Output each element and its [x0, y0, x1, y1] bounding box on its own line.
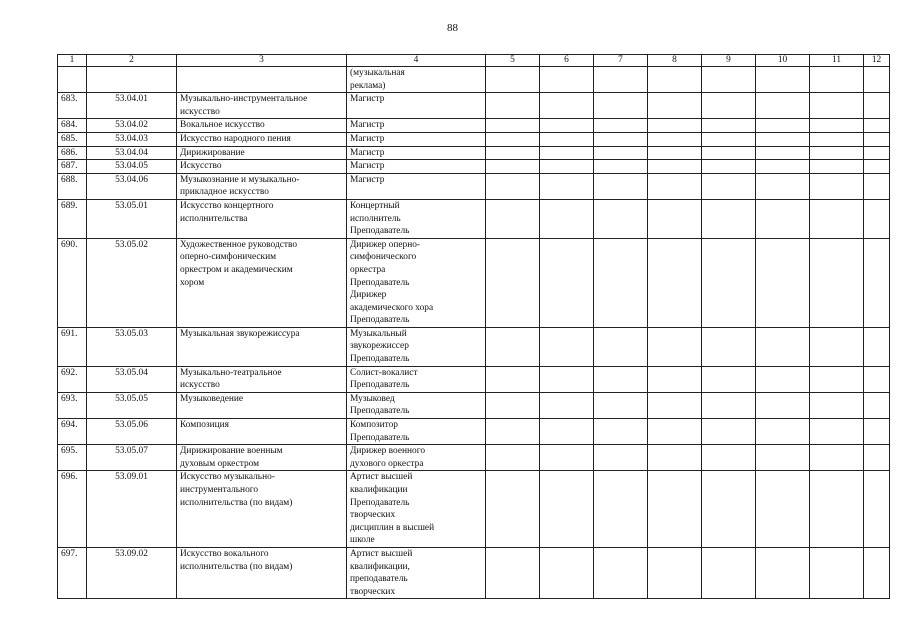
empty-cell — [810, 93, 864, 119]
empty-cell — [756, 67, 810, 93]
empty-cell — [810, 445, 864, 471]
empty-cell — [540, 132, 594, 146]
table-row — [58, 471, 890, 548]
specialty-name: Музыкально-театральное искусство — [177, 366, 347, 392]
empty-cell — [810, 199, 864, 238]
empty-cell — [540, 199, 594, 238]
empty-cell — [702, 146, 756, 160]
empty-cell — [864, 419, 890, 445]
table-body — [58, 67, 890, 599]
empty-cell — [864, 132, 890, 146]
empty-cell — [594, 199, 648, 238]
empty-cell — [810, 173, 864, 199]
empty-cell — [648, 238, 702, 327]
specialty-code: 53.04.02 — [87, 119, 177, 133]
empty-cell — [756, 366, 810, 392]
table-row — [58, 67, 890, 93]
empty-cell — [864, 327, 890, 366]
empty-cell — [540, 419, 594, 445]
empty-cell — [594, 146, 648, 160]
empty-cell — [648, 392, 702, 418]
table-row — [58, 173, 890, 199]
empty-cell — [486, 199, 540, 238]
empty-cell — [756, 327, 810, 366]
specialty-name: Вокальное искусство — [177, 119, 347, 133]
empty-cell — [486, 445, 540, 471]
qualification: Артист высшей квалификации, преподаватель творческих — [347, 547, 486, 598]
empty-cell — [756, 471, 810, 548]
specialty-code: 53.09.01 — [87, 471, 177, 548]
empty-cell — [702, 327, 756, 366]
empty-cell — [810, 471, 864, 548]
qualification: Магистр — [347, 132, 486, 146]
empty-cell — [540, 238, 594, 327]
qualification: Концертный исполнитель Преподаватель — [347, 199, 486, 238]
empty-cell — [594, 445, 648, 471]
empty-cell — [864, 146, 890, 160]
specialty-name: Искусство концертного исполнительства — [177, 199, 347, 238]
empty-cell — [540, 366, 594, 392]
empty-cell — [486, 547, 540, 598]
empty-cell — [648, 173, 702, 199]
empty-cell — [810, 160, 864, 174]
empty-cell — [702, 392, 756, 418]
empty-cell — [702, 366, 756, 392]
empty-cell — [594, 419, 648, 445]
empty-cell — [756, 199, 810, 238]
empty-cell — [486, 132, 540, 146]
empty-cell — [540, 445, 594, 471]
empty-cell — [702, 160, 756, 174]
empty-cell — [756, 445, 810, 471]
row-number: 688. — [58, 173, 87, 199]
empty-cell — [486, 471, 540, 548]
empty-cell — [648, 419, 702, 445]
column-header: 9 — [702, 55, 756, 67]
empty-cell — [864, 119, 890, 133]
row-number: 684. — [58, 119, 87, 133]
empty-cell — [702, 93, 756, 119]
column-header: 2 — [87, 55, 177, 67]
specialty-name: Музыковедение — [177, 392, 347, 418]
empty-cell — [810, 547, 864, 598]
empty-cell — [702, 445, 756, 471]
empty-cell — [594, 238, 648, 327]
column-header: 12 — [864, 55, 890, 67]
header-row — [58, 55, 890, 67]
table-row — [58, 160, 890, 174]
empty-cell — [864, 67, 890, 93]
specialty-code: 53.05.02 — [87, 238, 177, 327]
table-row — [58, 366, 890, 392]
empty-cell — [810, 146, 864, 160]
empty-cell — [702, 419, 756, 445]
empty-cell — [864, 366, 890, 392]
empty-cell — [648, 199, 702, 238]
empty-cell — [540, 160, 594, 174]
specialty-code: 53.04.05 — [87, 160, 177, 174]
empty-cell — [486, 419, 540, 445]
specialty-code: 53.05.07 — [87, 445, 177, 471]
qualification: Магистр — [347, 146, 486, 160]
specialty-name: Музыкальная звукорежиссура — [177, 327, 347, 366]
table-row — [58, 392, 890, 418]
empty-cell — [702, 132, 756, 146]
empty-cell — [810, 119, 864, 133]
empty-cell — [756, 119, 810, 133]
specialty-name: Дирижирование — [177, 146, 347, 160]
qualification: Солист-вокалист Преподаватель — [347, 366, 486, 392]
empty-cell — [756, 132, 810, 146]
empty-cell — [702, 67, 756, 93]
table-row — [58, 199, 890, 238]
empty-cell — [756, 238, 810, 327]
qualification: Музыкальный звукорежиссер Преподаватель — [347, 327, 486, 366]
empty-cell — [810, 366, 864, 392]
row-number: 693. — [58, 392, 87, 418]
qualification: (музыкальная реклама) — [347, 67, 486, 93]
empty-cell — [648, 445, 702, 471]
empty-cell — [540, 67, 594, 93]
specialty-name: Художественное руководство оперно-симфоническим оркестром и академическим хором — [177, 238, 347, 327]
empty-cell — [540, 392, 594, 418]
row-number: 696. — [58, 471, 87, 548]
empty-cell — [864, 238, 890, 327]
specialty-code: 53.05.01 — [87, 199, 177, 238]
empty-cell — [702, 471, 756, 548]
specialty-code — [87, 67, 177, 93]
empty-cell — [594, 392, 648, 418]
page-number: 88 — [447, 22, 458, 34]
empty-cell — [648, 366, 702, 392]
specialty-code: 53.04.04 — [87, 146, 177, 160]
row-number: 691. — [58, 327, 87, 366]
empty-cell — [486, 327, 540, 366]
specialty-name: Дирижирование военным духовым оркестром — [177, 445, 347, 471]
empty-cell — [756, 146, 810, 160]
row-number: 689. — [58, 199, 87, 238]
empty-cell — [486, 160, 540, 174]
specialty-name — [177, 67, 347, 93]
table-row — [58, 146, 890, 160]
specialty-name: Искусство вокального исполнительства (по видам) — [177, 547, 347, 598]
column-header: 4 — [347, 55, 486, 67]
empty-cell — [540, 119, 594, 133]
empty-cell — [486, 67, 540, 93]
specialty-code: 53.05.04 — [87, 366, 177, 392]
empty-cell — [702, 547, 756, 598]
empty-cell — [486, 392, 540, 418]
empty-cell — [486, 366, 540, 392]
empty-cell — [648, 93, 702, 119]
column-header: 6 — [540, 55, 594, 67]
table-row — [58, 132, 890, 146]
specialty-code: 53.04.06 — [87, 173, 177, 199]
empty-cell — [594, 132, 648, 146]
empty-cell — [648, 160, 702, 174]
specialty-code: 53.04.01 — [87, 93, 177, 119]
row-number: 686. — [58, 146, 87, 160]
specialties-table — [57, 54, 890, 599]
empty-cell — [594, 471, 648, 548]
empty-cell — [648, 471, 702, 548]
table-row — [58, 327, 890, 366]
qualification: Дирижер оперно- симфонического оркестра Преподаватель Дирижер академического хора Преподаватель — [347, 238, 486, 327]
qualification: Композитор Преподаватель — [347, 419, 486, 445]
empty-cell — [540, 547, 594, 598]
empty-cell — [540, 173, 594, 199]
qualification: Дирижер военного духового оркестра — [347, 445, 486, 471]
empty-cell — [648, 547, 702, 598]
empty-cell — [864, 173, 890, 199]
empty-cell — [648, 132, 702, 146]
empty-cell — [540, 93, 594, 119]
row-number: 690. — [58, 238, 87, 327]
empty-cell — [486, 93, 540, 119]
empty-cell — [864, 471, 890, 548]
empty-cell — [756, 547, 810, 598]
column-header: 5 — [486, 55, 540, 67]
specialty-code: 53.05.05 — [87, 392, 177, 418]
empty-cell — [594, 93, 648, 119]
specialty-code: 53.05.06 — [87, 419, 177, 445]
row-number: 687. — [58, 160, 87, 174]
empty-cell — [594, 119, 648, 133]
empty-cell — [756, 419, 810, 445]
table-row — [58, 547, 890, 598]
row-number: 683. — [58, 93, 87, 119]
table-row — [58, 445, 890, 471]
empty-cell — [540, 471, 594, 548]
specialty-name: Музыкально-инструментальное искусство — [177, 93, 347, 119]
specialty-name: Искусство — [177, 160, 347, 174]
qualification: Магистр — [347, 119, 486, 133]
empty-cell — [648, 67, 702, 93]
table-row — [58, 93, 890, 119]
empty-cell — [864, 199, 890, 238]
qualification: Магистр — [347, 173, 486, 199]
row-number: 695. — [58, 445, 87, 471]
empty-cell — [864, 93, 890, 119]
column-header: 10 — [756, 55, 810, 67]
empty-cell — [810, 419, 864, 445]
column-header: 1 — [58, 55, 87, 67]
empty-cell — [810, 327, 864, 366]
empty-cell — [810, 132, 864, 146]
empty-cell — [864, 547, 890, 598]
empty-cell — [756, 392, 810, 418]
empty-cell — [648, 146, 702, 160]
empty-cell — [702, 238, 756, 327]
empty-cell — [864, 392, 890, 418]
empty-cell — [540, 327, 594, 366]
row-number: 685. — [58, 132, 87, 146]
empty-cell — [540, 146, 594, 160]
row-number — [58, 67, 87, 93]
row-number: 697. — [58, 547, 87, 598]
row-number: 692. — [58, 366, 87, 392]
empty-cell — [486, 173, 540, 199]
specialty-code: 53.09.02 — [87, 547, 177, 598]
column-header: 8 — [648, 55, 702, 67]
empty-cell — [594, 327, 648, 366]
table-row — [58, 238, 890, 327]
empty-cell — [702, 119, 756, 133]
empty-cell — [648, 119, 702, 133]
empty-cell — [810, 238, 864, 327]
specialty-name: Искусство народного пения — [177, 132, 347, 146]
empty-cell — [702, 199, 756, 238]
empty-cell — [486, 119, 540, 133]
empty-cell — [486, 146, 540, 160]
qualification: Музыковед Преподаватель — [347, 392, 486, 418]
specialty-name: Композиция — [177, 419, 347, 445]
qualification: Артист высшей квалификации Преподаватель творческих дисциплин в высшей школе — [347, 471, 486, 548]
empty-cell — [864, 160, 890, 174]
specialty-name: Музыкознание и музыкально- прикладное искусство — [177, 173, 347, 199]
empty-cell — [756, 173, 810, 199]
empty-cell — [594, 160, 648, 174]
specialty-code: 53.05.03 — [87, 327, 177, 366]
column-header: 7 — [594, 55, 648, 67]
table-row — [58, 419, 890, 445]
empty-cell — [864, 445, 890, 471]
empty-cell — [810, 67, 864, 93]
specialty-name: Искусство музыкально- инструментального исполнительства (по видам) — [177, 471, 347, 548]
column-header: 11 — [810, 55, 864, 67]
row-number: 694. — [58, 419, 87, 445]
empty-cell — [594, 67, 648, 93]
qualification: Магистр — [347, 160, 486, 174]
empty-cell — [810, 392, 864, 418]
empty-cell — [702, 173, 756, 199]
specialty-code: 53.04.03 — [87, 132, 177, 146]
empty-cell — [594, 547, 648, 598]
empty-cell — [486, 238, 540, 327]
empty-cell — [648, 327, 702, 366]
qualification: Магистр — [347, 93, 486, 119]
empty-cell — [594, 366, 648, 392]
empty-cell — [756, 93, 810, 119]
empty-cell — [594, 173, 648, 199]
column-header: 3 — [177, 55, 347, 67]
empty-cell — [756, 160, 810, 174]
table-row — [58, 119, 890, 133]
